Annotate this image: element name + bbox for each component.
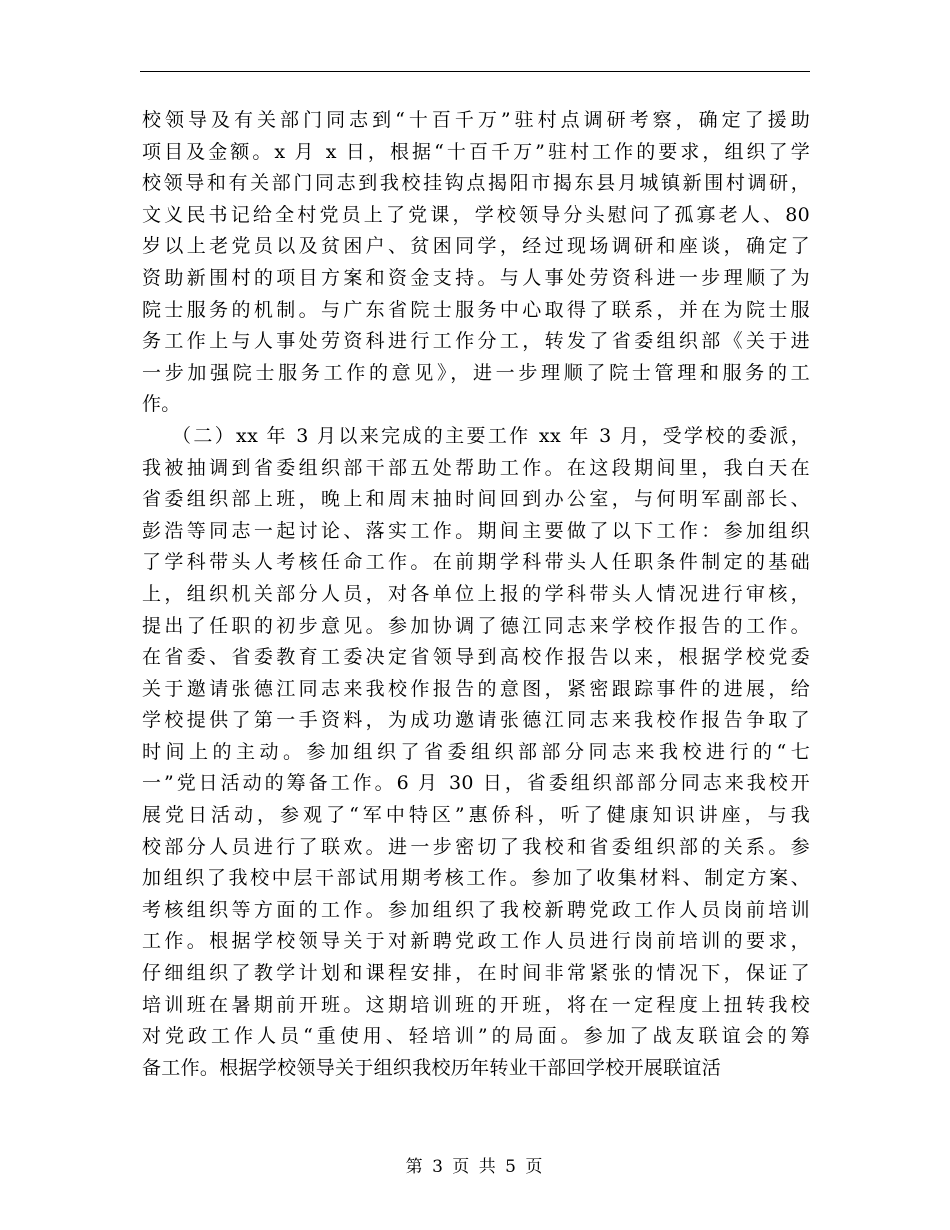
paragraph-1 [142,105,810,421]
text-line: 学校提供了第一手资料，为成功邀请张德江同志来我校作报告争取了 [142,709,810,732]
text-line: 关于邀请张德江同志来我校作报告的意图，紧密跟踪事件的进展，给 [142,677,810,700]
text-line: 一步加强院士服务工作的意见》，进一步理顺了院士管理和服务的工 [142,361,810,384]
text-line: 提出了任职的初步意见。参加协调了德江同志来学校作报告的工作。 [142,614,810,637]
text-line: 仔细组织了教学计划和课程安排，在时间非常紧张的情况下，保证了 [142,962,810,985]
text-line: （二）xx 年 3 月以来完成的主要工作 xx 年 3 月，受学校的委派， [172,424,810,447]
text-line: 资助新围村的项目方案和资金支持。与人事处劳资科进一步理顺了为 [142,266,810,289]
text-line: 展党日活动，参观了“军中特区”惠侨科，听了健康知识讲座，与我 [142,804,810,827]
text-line: 岁以上老党员以及贫困户、贫困同学，经过现场调研和座谈，确定了 [142,235,810,258]
text-line: 培训班在暑期前开班。这期培训班的开班，将在一定程度上扭转我校 [142,993,810,1016]
text-line: 作。 [142,393,181,416]
text-line: 我被抽调到省委组织部干部五处帮助工作。在这段期间里，我白天在 [142,456,810,479]
paragraph-2 [142,421,810,1084]
text-line: 备工作。根据学校领导关于组织我校历年转业干部回学校开展联谊活 [142,1056,722,1079]
text-line: 务工作上与人事处劳资科进行工作分工，转发了省委组织部《关于进 [142,330,810,353]
header-rule [140,71,810,72]
text-line: 校领导和有关部门同志到我校挂钩点揭阳市揭东县月城镇新围村调研， [142,172,810,195]
text-line: 了学科带头人考核任命工作。在前期学科带头人任职条件制定的基础 [142,551,810,574]
page-number: 第 3 页 共 5 页 [405,1157,545,1177]
text-line: 省委组织部上班，晚上和周末抽时间回到办公室，与何明军副部长、 [142,488,810,511]
text-line: 对党政工作人员“重使用、轻培训”的局面。参加了战友联谊会的筹 [142,1025,810,1048]
text-line: 时间上的主动。参加组织了省委组织部部分同志来我校进行的“七 [142,740,810,763]
text-line: 项目及金额。x 月 x 日，根据“十百千万”驻村工作的要求，组织了学 [142,140,810,163]
text-line: 考核组织等方面的工作。参加组织了我校新聘党政工作人员岗前培训 [142,898,810,921]
text-line: 一”党日活动的筹备工作。6 月 30 日，省委组织部部分同志来我校开 [142,772,810,795]
text-line: 在省委、省委教育工委决定省领导到高校作报告以来，根据学校党委 [142,646,810,669]
text-line: 院士服务的机制。与广东省院士服务中心取得了联系，并在为院士服 [142,298,810,321]
text-line: 校部分人员进行了联欢。进一步密切了我校和省委组织部的关系。参 [142,835,810,858]
text-line: 工作。根据学校领导关于对新聘党政工作人员进行岗前培训的要求， [142,930,810,953]
text-line: 文义民书记给全村党员上了党课，学校领导分头慰问了孤寡老人、80 [142,203,810,226]
document-body [142,105,810,1084]
text-line: 加组织了我校中层干部试用期考核工作。参加了收集材料、制定方案、 [142,867,810,890]
text-line: 校领导及有关部门同志到“十百千万”驻村点调研考察，确定了援助 [142,109,810,131]
text-line: 上，组织机关部分人员，对各单位上报的学科带头人情况进行审核， [142,582,810,605]
text-line: 彭浩等同志一起讨论、落实工作。期间主要做了以下工作：参加组织 [142,519,810,542]
